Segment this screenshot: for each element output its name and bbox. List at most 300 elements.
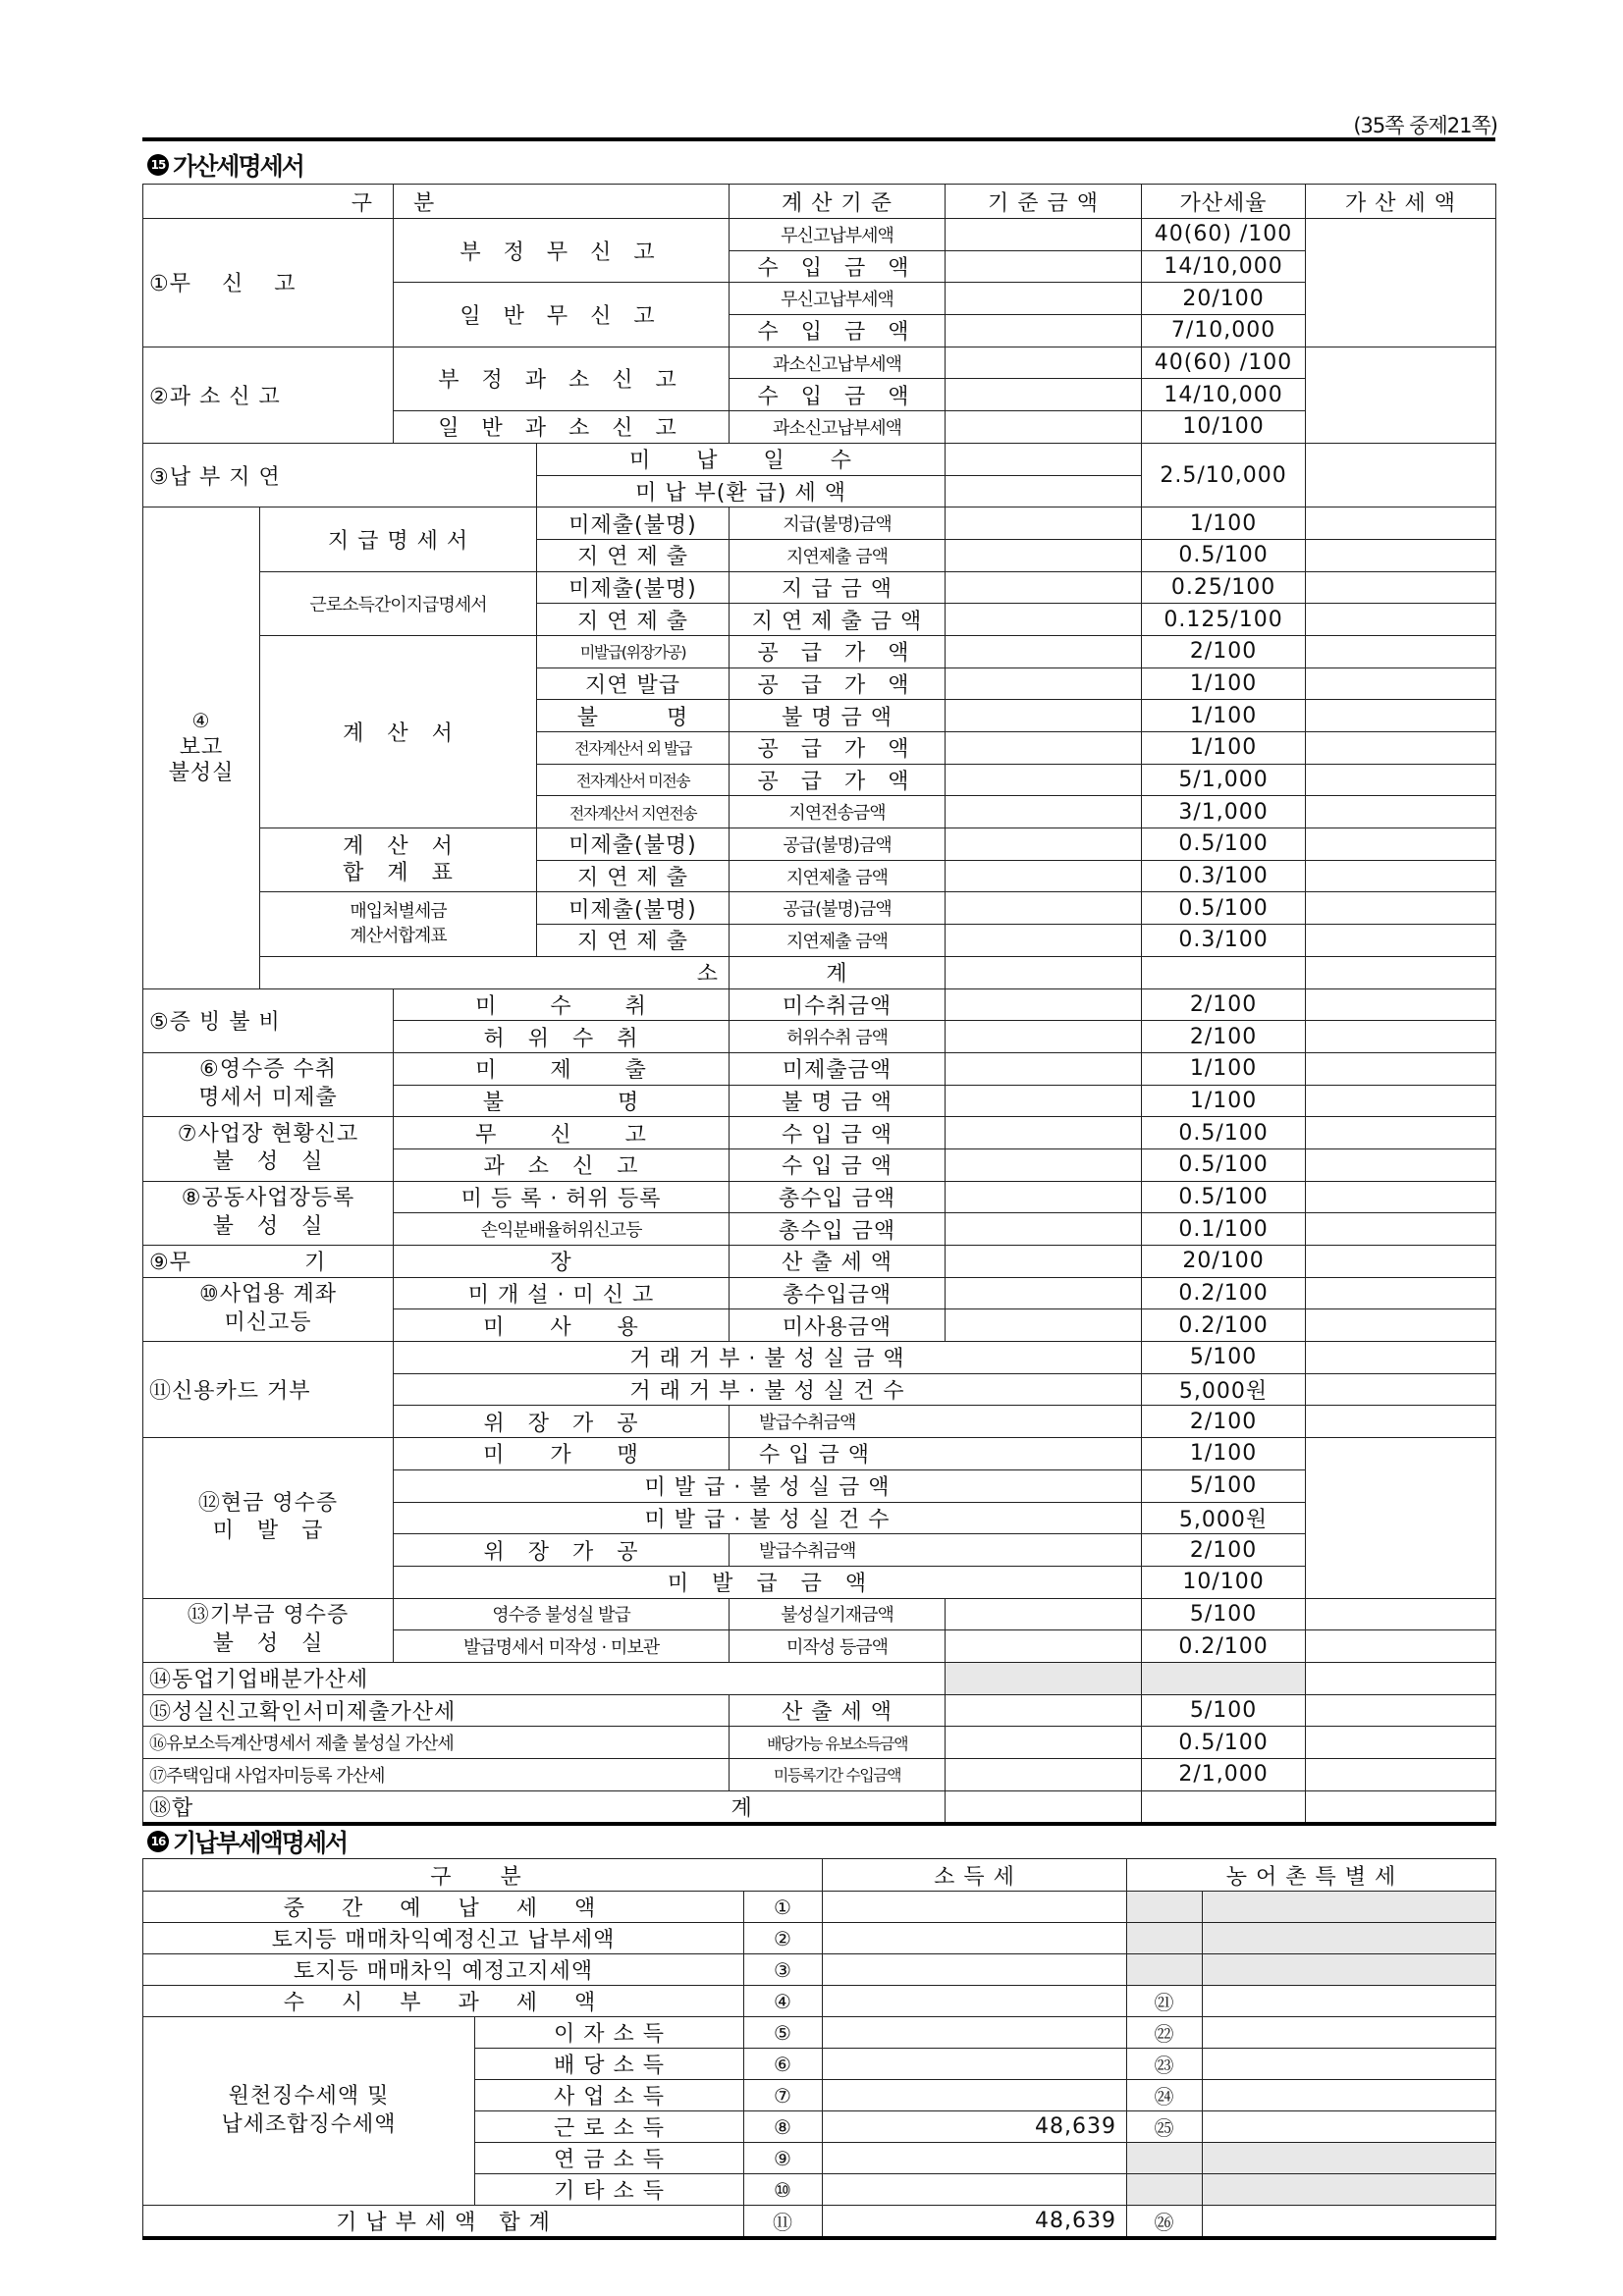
row-number: ③ bbox=[744, 1954, 823, 1986]
rural-tax-input[interactable] bbox=[1203, 2017, 1496, 2049]
rate-cell: 0.5/100 bbox=[1142, 1181, 1306, 1213]
amount-input[interactable] bbox=[1306, 1181, 1496, 1213]
row4-g5-sub-1: 매입처별세금 bbox=[350, 901, 447, 923]
basis-cell: 허위수취 금액 bbox=[730, 1021, 946, 1053]
amount-input[interactable] bbox=[1306, 1727, 1496, 1759]
amount-input[interactable] bbox=[1306, 539, 1496, 571]
rural-tax-input[interactable] bbox=[1203, 2206, 1496, 2239]
rural-tax-input[interactable] bbox=[1203, 2111, 1496, 2143]
base-amount-input[interactable] bbox=[946, 1117, 1142, 1149]
header-basis: 계 산 기 준 bbox=[730, 185, 946, 219]
base-amount-input[interactable] bbox=[946, 1246, 1142, 1278]
rate-cell: 1/100 bbox=[1142, 507, 1306, 540]
amount-input[interactable] bbox=[1306, 1246, 1496, 1278]
income-tax-input[interactable] bbox=[823, 1954, 1127, 1986]
rural-row-number: ㉑ bbox=[1127, 1986, 1203, 2017]
basis-cell: 공급(불명)금액 bbox=[730, 892, 946, 925]
amount-input[interactable] bbox=[1306, 1630, 1496, 1663]
base-amount-input[interactable] bbox=[946, 635, 1142, 667]
amount-input[interactable] bbox=[1306, 1759, 1496, 1791]
type-cell: 불 명 bbox=[537, 700, 730, 732]
shaded-cell bbox=[1127, 1923, 1203, 1954]
row12-text: 미 발 급 · 불 성 실 건 수 bbox=[394, 1502, 1142, 1534]
base-amount-input[interactable] bbox=[946, 315, 1142, 347]
row2b-sub: 일 반 과 소 신 고 bbox=[394, 411, 730, 444]
table-row bbox=[143, 1923, 1496, 1954]
row-label: 근 로 소 득 bbox=[475, 2111, 744, 2143]
subtotal-label-left: 소 bbox=[260, 956, 730, 988]
rate-cell: 0.5/100 bbox=[1142, 892, 1306, 925]
basis-cell: 수 입 금 액 bbox=[730, 379, 946, 411]
table-row bbox=[143, 1759, 1496, 1791]
basis-cell: 미제출금액 bbox=[730, 1052, 946, 1085]
shaded-cell bbox=[1127, 2174, 1203, 2206]
base-amount-input[interactable] bbox=[946, 283, 1142, 315]
amount-input[interactable] bbox=[1306, 764, 1496, 796]
base-amount-input[interactable] bbox=[946, 732, 1142, 765]
base-amount-input[interactable] bbox=[946, 347, 1142, 379]
base-amount-input[interactable] bbox=[946, 988, 1142, 1021]
income-tax-input[interactable] bbox=[823, 1892, 1127, 1923]
rate-cell: 0.25/100 bbox=[1142, 571, 1306, 604]
row12-text: 미 발 급 금 액 bbox=[394, 1566, 1142, 1598]
rate-cell: 3/1,000 bbox=[1142, 796, 1306, 828]
header-row bbox=[143, 185, 1496, 219]
base-amount-input[interactable] bbox=[946, 539, 1142, 571]
basis-cell: 무신고납부세액 bbox=[730, 219, 946, 251]
table-row bbox=[143, 1117, 1496, 1149]
rate-cell: 0.5/100 bbox=[1142, 1727, 1306, 1759]
amount-input[interactable] bbox=[1306, 860, 1496, 892]
basis-cell: 발급수취금액 bbox=[730, 1406, 1142, 1438]
table-row bbox=[143, 507, 1496, 540]
base-amount-input[interactable] bbox=[946, 1181, 1142, 1213]
basis-cell: 수 입 금 액 bbox=[730, 315, 946, 347]
row12-label bbox=[143, 1438, 394, 1598]
base-amount-input[interactable] bbox=[946, 1309, 1142, 1342]
basis-cell: 미수취금액 bbox=[730, 988, 946, 1021]
row8-label-2: 불 성 실 bbox=[212, 1213, 324, 1239]
rate-cell: 5/100 bbox=[1142, 1598, 1306, 1630]
rate-cell: 0.3/100 bbox=[1142, 860, 1306, 892]
row12-label-2: 미 발 급 bbox=[212, 1519, 324, 1544]
subtotal-label-right: 계 bbox=[730, 956, 946, 988]
type-cell: 전자계산서 미전송 bbox=[537, 764, 730, 796]
income-tax-input[interactable] bbox=[823, 1923, 1127, 1954]
basis-cell: 수 입 금 액 bbox=[730, 1438, 1142, 1470]
rate-cell: 2/100 bbox=[1142, 1021, 1306, 1053]
base-amount-input[interactable] bbox=[946, 1598, 1142, 1630]
base-amount-input[interactable] bbox=[946, 379, 1142, 411]
type-cell: 미제출(불명) bbox=[537, 507, 730, 540]
rate-cell: 5/1,000 bbox=[1142, 764, 1306, 796]
rate-cell: 1/100 bbox=[1142, 1438, 1306, 1470]
base-amount-input[interactable] bbox=[946, 604, 1142, 636]
base-amount-input[interactable] bbox=[946, 860, 1142, 892]
income-tax-total[interactable]: 48,639 bbox=[823, 2206, 1127, 2239]
rural-row-number: ㉔ bbox=[1127, 2080, 1203, 2111]
rate-cell bbox=[1142, 1790, 1306, 1824]
table-row bbox=[143, 1694, 1496, 1727]
table-row bbox=[143, 219, 1496, 251]
header-gubun-right: 분 bbox=[394, 185, 730, 219]
row16-label: ⑯유보소득계산명세서 제출 불성실 가산세 bbox=[143, 1727, 730, 1759]
basis-cell: 공 급 가 액 bbox=[730, 764, 946, 796]
row2-label: ②과 소 신 고 bbox=[143, 347, 394, 443]
header-gubun-left: 구 bbox=[143, 185, 394, 219]
row10-label bbox=[143, 1277, 394, 1341]
section16-title-text: 기납부세액명세서 bbox=[173, 1829, 348, 1857]
base-amount-input[interactable] bbox=[946, 828, 1142, 861]
shaded-cell bbox=[1142, 1662, 1306, 1694]
row-number: ① bbox=[744, 1892, 823, 1923]
type-cell: 불 명 bbox=[394, 1085, 730, 1117]
rate-cell: 0.3/100 bbox=[1142, 925, 1306, 957]
base-amount-input[interactable] bbox=[946, 1052, 1142, 1085]
row12-label-1: ⑫현금 영수증 bbox=[197, 1490, 339, 1516]
base-amount-input[interactable] bbox=[946, 892, 1142, 925]
amount-input[interactable] bbox=[1306, 347, 1496, 443]
rate-cell: 20/100 bbox=[1142, 1246, 1306, 1278]
row-label: 토지등 매매차익예정신고 납부세액 bbox=[143, 1923, 744, 1954]
base-amount-input[interactable] bbox=[946, 219, 1142, 251]
base-amount-input[interactable] bbox=[946, 1790, 1142, 1824]
row12-text: 미 발 급 · 불 성 실 금 액 bbox=[394, 1469, 1142, 1502]
income-tax-input[interactable] bbox=[823, 2174, 1127, 2206]
type-cell: 미제출(불명) bbox=[537, 892, 730, 925]
amount-input[interactable] bbox=[1306, 1213, 1496, 1246]
rate-cell: 0.2/100 bbox=[1142, 1630, 1306, 1663]
row-number: ⑦ bbox=[744, 2080, 823, 2111]
prepaid-tax-table bbox=[142, 1858, 1496, 2240]
row-label: 배 당 소 득 bbox=[475, 2049, 744, 2080]
amount-input[interactable] bbox=[1306, 700, 1496, 732]
type-cell: 지 연 제 출 bbox=[537, 539, 730, 571]
row4-label-1: 보고 bbox=[179, 734, 224, 760]
row4-g4-sub-2: 합 계 표 bbox=[343, 861, 454, 886]
amount-input[interactable] bbox=[1306, 988, 1496, 1021]
row9-label-left: ⑨무 기 bbox=[143, 1246, 394, 1278]
rate-cell: 2/1,000 bbox=[1142, 1759, 1306, 1791]
table-row bbox=[143, 635, 1496, 667]
row14-label: ⑭동업기업배분가산세 bbox=[143, 1662, 946, 1694]
base-amount-input[interactable] bbox=[946, 250, 1142, 283]
row2a-sub: 부 정 과 소 신 고 bbox=[394, 347, 730, 410]
type-cell: 위 장 가 공 bbox=[394, 1406, 730, 1438]
base-amount-input[interactable] bbox=[946, 411, 1142, 444]
base-amount-input[interactable] bbox=[946, 1148, 1142, 1181]
amount-input[interactable] bbox=[1306, 571, 1496, 604]
basis-cell: 공 급 가 액 bbox=[730, 635, 946, 667]
amount-input[interactable] bbox=[1306, 219, 1496, 347]
rate-cell: 5,000원 bbox=[1142, 1373, 1306, 1406]
amount-input[interactable] bbox=[1306, 1277, 1496, 1309]
row7-label-2: 불 성 실 bbox=[212, 1149, 324, 1175]
amount-input[interactable] bbox=[1306, 925, 1496, 957]
amount-input[interactable] bbox=[1306, 1342, 1496, 1374]
header-rate: 가산세율 bbox=[1142, 185, 1306, 219]
row4-g5-sub-2: 계산서합계표 bbox=[350, 925, 447, 946]
row4-label-num: ④ bbox=[191, 709, 211, 733]
row-number: ⑧ bbox=[744, 2111, 823, 2143]
shaded-cell bbox=[1127, 1954, 1203, 1986]
table-row bbox=[143, 1986, 1496, 2017]
income-tax-input[interactable] bbox=[823, 1986, 1127, 2017]
basis-cell: 배당가능 유보소득금액 bbox=[730, 1727, 946, 1759]
amount-input[interactable] bbox=[1306, 1406, 1496, 1438]
base-amount-input[interactable] bbox=[946, 475, 1142, 507]
type-cell: 지 연 제 출 bbox=[537, 604, 730, 636]
amount-input[interactable] bbox=[1306, 635, 1496, 667]
base-amount-input[interactable] bbox=[946, 1727, 1142, 1759]
row4-label bbox=[143, 507, 260, 988]
row-label: 사 업 소 득 bbox=[475, 2080, 744, 2111]
type-cell: 미 개 설 · 미 신 고 bbox=[394, 1277, 730, 1309]
basis-cell: 미사용금액 bbox=[730, 1309, 946, 1342]
basis-cell: 총수입 금액 bbox=[730, 1213, 946, 1246]
amount-input[interactable] bbox=[1306, 1662, 1496, 1694]
type-cell: 발급명세서 미작성 · 미보관 bbox=[394, 1630, 730, 1663]
rural-row-number: ㉖ bbox=[1127, 2206, 1203, 2239]
amount-input[interactable] bbox=[1306, 667, 1496, 700]
row9-label-right: 장 bbox=[394, 1246, 730, 1278]
basis-cell: 지 연 제 출 금 액 bbox=[730, 604, 946, 636]
row-label: 수 시 부 과 세 액 bbox=[143, 1986, 744, 2017]
row10-label-1: ⑩사업용 계좌 bbox=[199, 1282, 337, 1308]
base-amount-input[interactable] bbox=[946, 764, 1142, 796]
row5-label: ⑤증 빙 불 비 bbox=[143, 988, 394, 1052]
base-amount-input[interactable] bbox=[946, 1759, 1142, 1791]
rate-cell: 40(60) /100 bbox=[1142, 219, 1306, 251]
basis-cell: 공 급 가 액 bbox=[730, 667, 946, 700]
amount-input[interactable] bbox=[1306, 796, 1496, 828]
base-amount-input[interactable] bbox=[946, 1277, 1142, 1309]
row-number: ⑨ bbox=[744, 2143, 823, 2174]
type-cell: 지 연 제 출 bbox=[537, 925, 730, 957]
basis-cell: 미작성 등금액 bbox=[730, 1630, 946, 1663]
table-row bbox=[143, 1342, 1496, 1374]
shaded-cell bbox=[1127, 1892, 1203, 1923]
page-number: (35쪽 중제21쪽) bbox=[1353, 114, 1497, 137]
rate-cell: 5/100 bbox=[1142, 1342, 1306, 1374]
row-label: 토지등 매매차익 예정고지세액 bbox=[143, 1954, 744, 1986]
row18-label-left: ⑱합 bbox=[143, 1790, 730, 1824]
section15-title-text: 가산세명세서 bbox=[173, 152, 303, 181]
row6-label-1: ⑥영수증 수취 bbox=[199, 1057, 337, 1083]
row6-label-2: 명세서 미제출 bbox=[198, 1086, 338, 1111]
amount-input[interactable] bbox=[1306, 443, 1496, 507]
header-row bbox=[143, 1859, 1496, 1892]
amount-input[interactable] bbox=[1306, 892, 1496, 925]
row-label: 중 간 예 납 세 액 bbox=[143, 1892, 744, 1923]
income-tax-input[interactable]: 48,639 bbox=[823, 2111, 1127, 2143]
type-cell: 미제출(불명) bbox=[537, 828, 730, 861]
header-base-amount: 기 준 금 액 bbox=[946, 185, 1142, 219]
base-amount-input[interactable] bbox=[946, 796, 1142, 828]
shaded-cell bbox=[1203, 2174, 1496, 2206]
amount-input[interactable] bbox=[1306, 1309, 1496, 1342]
row-number: ② bbox=[744, 1923, 823, 1954]
rate-cell: 10/100 bbox=[1142, 1566, 1306, 1598]
amount-input[interactable] bbox=[1306, 1790, 1496, 1824]
row1b-sub: 일 반 무 신 고 bbox=[394, 283, 730, 347]
type-cell: 미 수 취 bbox=[394, 988, 730, 1021]
rate-cell: 0.2/100 bbox=[1142, 1277, 1306, 1309]
row-number: ④ bbox=[744, 1986, 823, 2017]
type-cell: 미 사 용 bbox=[394, 1309, 730, 1342]
base-amount-input[interactable] bbox=[946, 1694, 1142, 1727]
table-row bbox=[143, 828, 1496, 861]
row3-sub: 미 납 일 수 bbox=[537, 443, 946, 475]
table-row bbox=[143, 1246, 1496, 1278]
amount-input[interactable] bbox=[1306, 1373, 1496, 1406]
rural-tax-input[interactable] bbox=[1203, 2049, 1496, 2080]
amount-input[interactable] bbox=[1306, 956, 1496, 988]
basis-cell: 총수입 금액 bbox=[730, 1181, 946, 1213]
rate-cell: 2/100 bbox=[1142, 1406, 1306, 1438]
type-cell: 미 등 록 · 허위 등록 bbox=[394, 1181, 730, 1213]
basis-cell: 지연제출 금액 bbox=[730, 925, 946, 957]
base-amount-input[interactable] bbox=[946, 1630, 1142, 1663]
row-number: ⑥ bbox=[744, 2049, 823, 2080]
shaded-cell bbox=[1127, 2143, 1203, 2174]
rate-cell: 2/100 bbox=[1142, 1534, 1306, 1567]
table-row bbox=[143, 1598, 1496, 1630]
basis-cell: 과소신고납부세액 bbox=[730, 347, 946, 379]
row1-label: ①무 신 고 bbox=[143, 219, 394, 347]
row-number: ⑩ bbox=[744, 2174, 823, 2206]
table-row bbox=[143, 1892, 1496, 1923]
amount-input[interactable] bbox=[1306, 1598, 1496, 1630]
row4-g1-sub: 지 급 명 세 서 bbox=[260, 507, 537, 571]
rate-cell: 5,000원 bbox=[1142, 1502, 1306, 1534]
shaded-cell bbox=[946, 1662, 1142, 1694]
row11-text: 거 래 거 부 · 불 성 실 금 액 bbox=[394, 1342, 1142, 1374]
subtotal-row bbox=[143, 956, 1496, 988]
income-tax-input[interactable] bbox=[823, 2017, 1127, 2049]
basis-cell: 지연제출 금액 bbox=[730, 539, 946, 571]
shaded-cell bbox=[1203, 1892, 1496, 1923]
base-amount-input[interactable] bbox=[946, 571, 1142, 604]
row4-g2-sub: 근로소득간이지급명세서 bbox=[260, 571, 537, 635]
basis-cell: 지 급 금 액 bbox=[730, 571, 946, 604]
type-cell: 전자계산서 외 발급 bbox=[537, 732, 730, 765]
amount-input[interactable] bbox=[1306, 1085, 1496, 1117]
row3-sub: 미 납 부(환 급) 세 액 bbox=[537, 475, 946, 507]
row13-label-2: 불 성 실 bbox=[212, 1630, 324, 1656]
rate-cell: 0.5/100 bbox=[1142, 1148, 1306, 1181]
rate-cell: 0.2/100 bbox=[1142, 1309, 1306, 1342]
row18-label-right: 계 bbox=[730, 1790, 946, 1824]
rate-cell: 0.5/100 bbox=[1142, 1117, 1306, 1149]
basis-cell: 수 입 금 액 bbox=[730, 250, 946, 283]
table-row bbox=[143, 1954, 1496, 1986]
shaded-cell bbox=[1203, 2143, 1496, 2174]
section16-title bbox=[147, 1824, 347, 1859]
base-amount-input[interactable] bbox=[946, 925, 1142, 957]
basis-cell: 공 급 가 액 bbox=[730, 732, 946, 765]
amount-input[interactable] bbox=[1306, 1117, 1496, 1149]
type-cell: 미발급(위장가공) bbox=[537, 635, 730, 667]
top-rule bbox=[142, 137, 1495, 141]
type-cell: 무 신 고 bbox=[394, 1117, 730, 1149]
type-cell: 미제출(불명) bbox=[537, 571, 730, 604]
table-row bbox=[143, 443, 1496, 475]
base-amount-input[interactable] bbox=[946, 700, 1142, 732]
amount-input[interactable] bbox=[1306, 1694, 1496, 1727]
base-amount-input[interactable] bbox=[946, 1021, 1142, 1053]
table-row bbox=[143, 1052, 1496, 1085]
amount-input[interactable] bbox=[1306, 1052, 1496, 1085]
base-amount-input[interactable] bbox=[946, 507, 1142, 540]
income-tax-input[interactable] bbox=[823, 2080, 1127, 2111]
section-number-badge: 16 bbox=[147, 1831, 169, 1852]
amount-input[interactable] bbox=[1306, 1438, 1496, 1598]
rate-cell: 0.1/100 bbox=[1142, 1213, 1306, 1246]
row7-label-1: ⑦사업장 현황신고 bbox=[177, 1121, 359, 1147]
table-row bbox=[143, 1727, 1496, 1759]
rate-cell: 1/100 bbox=[1142, 732, 1306, 765]
type-cell: 허 위 수 취 bbox=[394, 1021, 730, 1053]
amount-input[interactable] bbox=[1306, 828, 1496, 861]
row17-label: ⑰주택임대 사업자미등록 가산세 bbox=[143, 1759, 730, 1791]
base-amount-input[interactable] bbox=[946, 667, 1142, 700]
row4-label-2: 불성실 bbox=[168, 761, 235, 786]
row4-g4-sub-1: 계 산 서 bbox=[343, 833, 454, 859]
type-cell: 전자계산서 지연전송 bbox=[537, 796, 730, 828]
base-amount-input[interactable] bbox=[946, 956, 1142, 988]
rate-cell: 1/100 bbox=[1142, 700, 1306, 732]
row11-label: ⑪신용카드 거부 bbox=[143, 1342, 394, 1438]
row7-label bbox=[143, 1117, 394, 1181]
row1a-sub: 부 정 무 신 고 bbox=[394, 219, 730, 283]
amount-input[interactable] bbox=[1306, 732, 1496, 765]
rate-cell: 40(60) /100 bbox=[1142, 347, 1306, 379]
income-tax-input[interactable] bbox=[823, 2049, 1127, 2080]
shaded-cell bbox=[1203, 1954, 1496, 1986]
rate-cell: 10/100 bbox=[1142, 411, 1306, 444]
type-cell: 미 가 맹 bbox=[394, 1438, 730, 1470]
type-cell: 지 연 제 출 bbox=[537, 860, 730, 892]
amount-input[interactable] bbox=[1306, 1148, 1496, 1181]
type-cell: 손익분배율허위신고등 bbox=[394, 1213, 730, 1246]
basis-cell: 공급(불명)금액 bbox=[730, 828, 946, 861]
income-tax-input[interactable] bbox=[823, 2143, 1127, 2174]
row4-g5-sub bbox=[260, 892, 537, 956]
amount-input[interactable] bbox=[1306, 1021, 1496, 1053]
table-row bbox=[143, 892, 1496, 925]
row8-label bbox=[143, 1181, 394, 1245]
row-label: 연 금 소 득 bbox=[475, 2143, 744, 2174]
amount-input[interactable] bbox=[1306, 604, 1496, 636]
amount-input[interactable] bbox=[1306, 507, 1496, 540]
rate-cell: 0.125/100 bbox=[1142, 604, 1306, 636]
row-label: 기 타 소 득 bbox=[475, 2174, 744, 2206]
rural-tax-input[interactable] bbox=[1203, 1986, 1496, 2017]
basis-cell: 지급(불명)금액 bbox=[730, 507, 946, 540]
rate-cell: 5/100 bbox=[1142, 1694, 1306, 1727]
table-row bbox=[143, 1277, 1496, 1309]
rural-tax-input[interactable] bbox=[1203, 2080, 1496, 2111]
base-amount-input[interactable] bbox=[946, 1213, 1142, 1246]
base-amount-input[interactable] bbox=[946, 1085, 1142, 1117]
basis-cell: 과소신고납부세액 bbox=[730, 411, 946, 444]
rate-cell bbox=[1142, 956, 1306, 988]
basis-cell: 발급수취금액 bbox=[730, 1534, 1142, 1567]
basis-cell: 미등록기간 수입금액 bbox=[730, 1759, 946, 1791]
base-amount-input[interactable] bbox=[946, 443, 1142, 475]
total-row bbox=[143, 2206, 1496, 2239]
